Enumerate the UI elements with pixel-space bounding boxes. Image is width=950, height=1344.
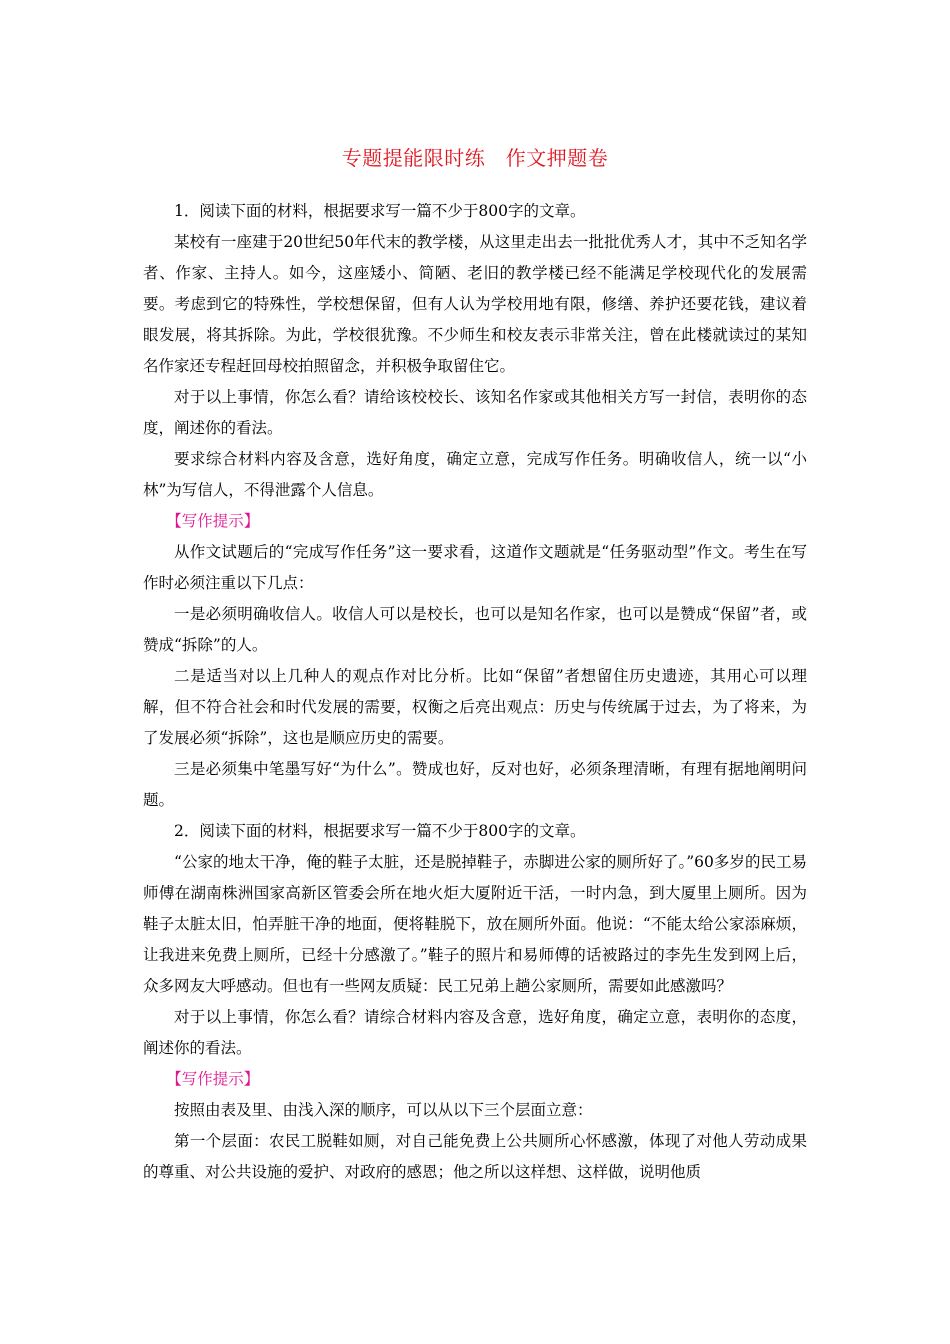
writing-hint-heading: 【写作提示】 (166, 512, 260, 530)
paragraph: 二是适当对以上几种人的观点作对比分析。比如“保留”者想留住历史遗迹，其用心可以理解，但不符合社会和时代发展的需要，权衡之后亮出观点：历史与传统属于过去，为了将来，为了发展必须“拆除”，这也是顺应历史的需要。 (143, 667, 807, 747)
paragraph: 2．阅读下面的材料，根据要求写一篇不少于800字的文章。 (174, 822, 586, 840)
document-body (143, 196, 807, 1188)
page-title: 专题提能限时练 作文押题卷 (341, 146, 609, 170)
paragraph: 对于以上事情，你怎么看？请综合材料内容及含意，选好角度，确定立意，表明你的态度，阐述你的看法。 (143, 1008, 807, 1057)
paragraph: 要求综合材料内容及含意，选好角度，确定立意，完成写作任务。明确收信人，统一以“小林”为写信人，不得泄露个人信息。 (143, 450, 807, 499)
paragraph: 某校有一座建于20世纪50年代末的教学楼，从这里走出去一批批优秀人才，其中不乏知名学者、作家、主持人。如今，这座矮小、简陋、老旧的教学楼已经不能满足学校现代化的发展需要。考虑到它的特殊性，学校想保留，但有人认为学校用地有限，修缮、养护还要花钱，建议着眼发展，将其拆除。为此，学校很犹豫。不少师生和校友表示非常关注，曾在此楼就读过的某知名作家还专程赶回母校拍照留念，并积极争取留住它。 (143, 233, 807, 375)
paragraph: 三是必须集中笔墨写好“为什么”。赞成也好，反对也好，必须条理清晰，有理有据地阐明问题。 (143, 760, 807, 809)
paragraph: 对于以上事情，你怎么看？请给该校校长、该知名作家或其他相关方写一封信，表明你的态度，阐述你的看法。 (143, 388, 807, 437)
paragraph: 从作文试题后的“完成写作任务”这一要求看，这道作文题就是“任务驱动型”作文。考生在写作时必须注重以下几点： (143, 543, 807, 592)
writing-hint-heading: 【写作提示】 (166, 1070, 260, 1088)
paragraph: 按照由表及里、由浅入深的顺序，可以从以下三个层面立意： (174, 1101, 593, 1119)
paragraph: “公家的地太干净，俺的鞋子太脏，还是脱掉鞋子，赤脚进公家的厕所好了。”60多岁的民工易师傅在湖南株洲国家高新区管委会所在地火炬大厦附近干活，一时内急，到大厦里上厕所。因为鞋子太脏太旧，怕弄脏干净的地面，便将鞋脱下，放在厕所外面。他说：“不能太给公家添麻烦，让我进来免费上厕所，已经十分感激了。”鞋子的照片和易师傅的话被路过的李先生发到网上后，众多网友大呼感动。但也有一些网友质疑：民工兄弟上趟公家厕所，需要如此感激吗？ (143, 853, 807, 995)
paragraph: 第一个层面：农民工脱鞋如厕，对自己能免费上公共厕所心怀感激，体现了对他人劳动成果的尊重、对公共设施的爱护、对政府的感恩；他之所以这样想、这样做，说明他质 (143, 1132, 807, 1181)
paragraph: 1．阅读下面的材料，根据要求写一篇不少于800字的文章。 (174, 202, 586, 220)
paragraph: 一是必须明确收信人。收信人可以是校长，也可以是知名作家，也可以是赞成“保留”者，或赞成“拆除”的人。 (143, 605, 807, 654)
